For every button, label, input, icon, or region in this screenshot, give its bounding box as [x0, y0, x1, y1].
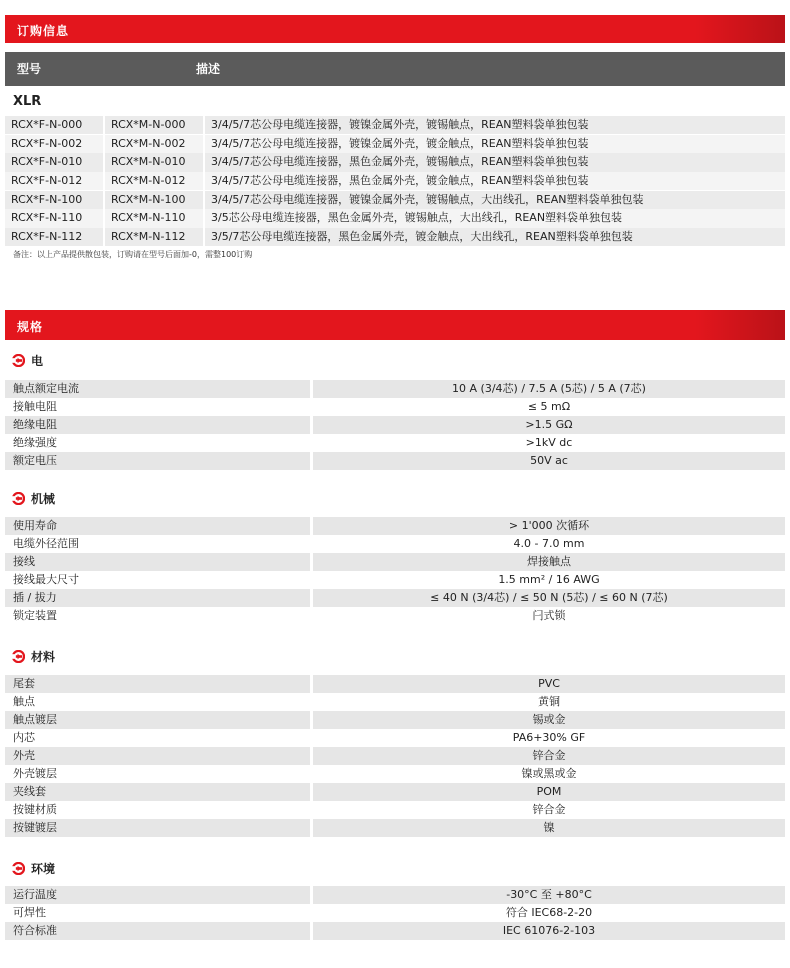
- spec-value: 锌合金: [313, 747, 785, 765]
- spec-group-title-text: 电: [31, 354, 44, 368]
- spec-row: [5, 607, 785, 625]
- spec-group-title-text: 机械: [31, 492, 56, 506]
- description-cell: 3/4/5/7芯公母电缆连接器，镀镍金属外壳，镀金触点，REAN塑料袋单独包装: [205, 135, 785, 153]
- spec-group-title-text: 环境: [31, 862, 56, 876]
- spec-value: ≤ 40 N (3/4芯) / ≤ 50 N (5芯) / ≤ 60 N (7芯): [313, 589, 785, 607]
- spec-label: 额定电压: [5, 452, 310, 470]
- female-model-cell: RCX*F-N-112: [5, 228, 103, 246]
- spec-row: [5, 765, 785, 783]
- spec-label: 外壳镀层: [5, 765, 310, 783]
- spec-row: [5, 747, 785, 765]
- spec-table: [5, 517, 785, 625]
- order-row: [5, 116, 785, 134]
- spec-table: [5, 675, 785, 837]
- spec-row: [5, 416, 785, 434]
- spec-section-header: [5, 310, 785, 340]
- spec-value: -30°C 至 +80°C: [313, 886, 785, 904]
- spec-row: [5, 711, 785, 729]
- circled-arrow-icon: [12, 354, 25, 367]
- spec-value: 焊接触点: [313, 553, 785, 571]
- order-row: [5, 228, 785, 246]
- model-column-header: 型号: [17, 62, 42, 76]
- order-row: [5, 135, 785, 153]
- spec-label: 绝缘电阻: [5, 416, 310, 434]
- order-section-title: 订购信息: [17, 24, 70, 38]
- series-title: XLR: [13, 94, 42, 109]
- male-model-cell: RCX*M-N-112: [105, 228, 203, 246]
- description-cell: 3/4/5/7芯公母电缆连接器，黑色金属外壳，镀锡触点，REAN塑料袋单独包装: [205, 153, 785, 171]
- spec-label: 接线: [5, 553, 310, 571]
- description-column-header: 描述: [196, 62, 221, 76]
- order-section-header: [5, 15, 785, 43]
- description-cell: 3/4/5/7芯公母电缆连接器，镀镍金属外壳，镀锡触点，大出线孔，REAN塑料袋单独包装: [205, 191, 785, 209]
- male-model-cell: RCX*M-N-000: [105, 116, 203, 134]
- spec-label: 触点镀层: [5, 711, 310, 729]
- male-model-cell: RCX*M-N-002: [105, 135, 203, 153]
- spec-row: [5, 535, 785, 553]
- male-model-cell: RCX*M-N-110: [105, 209, 203, 227]
- spec-value: > 1'000 次循环: [313, 517, 785, 535]
- spec-value: 镍或黑或金: [313, 765, 785, 783]
- spec-value: 符合 IEC68-2-20: [313, 904, 785, 922]
- female-model-cell: RCX*F-N-012: [5, 172, 103, 190]
- spec-row: [5, 571, 785, 589]
- spec-value: PVC: [313, 675, 785, 693]
- spec-row: [5, 452, 785, 470]
- female-model-cell: RCX*F-N-110: [5, 209, 103, 227]
- spec-row: [5, 783, 785, 801]
- female-model-cell: RCX*F-N-100: [5, 191, 103, 209]
- spec-row: [5, 589, 785, 607]
- spec-value: 镍: [313, 819, 785, 837]
- spec-label: 触点额定电流: [5, 380, 310, 398]
- male-model-cell: RCX*M-N-100: [105, 191, 203, 209]
- spec-value: POM: [313, 783, 785, 801]
- spec-label: 绝缘强度: [5, 434, 310, 452]
- order-row: [5, 172, 785, 190]
- spec-row: [5, 434, 785, 452]
- spec-label: 内芯: [5, 729, 310, 747]
- spec-value: 锌合金: [313, 801, 785, 819]
- spec-value: ≤ 5 mΩ: [313, 398, 785, 416]
- spec-row: [5, 398, 785, 416]
- order-table: [5, 116, 785, 247]
- spec-label: 夹线套: [5, 783, 310, 801]
- spec-value: 黄铜: [313, 693, 785, 711]
- spec-group-title: [12, 352, 43, 369]
- spec-row: [5, 553, 785, 571]
- spec-row: [5, 380, 785, 398]
- spec-label: 锁定装置: [5, 607, 310, 625]
- spec-label: 使用寿命: [5, 517, 310, 535]
- spec-label: 外壳: [5, 747, 310, 765]
- spec-row: [5, 729, 785, 747]
- spec-label: 接线最大尺寸: [5, 571, 310, 589]
- spec-row: [5, 801, 785, 819]
- description-cell: 3/5芯公母电缆连接器，黑色金属外壳，镀锡触点，大出线孔，REAN塑料袋单独包装: [205, 209, 785, 227]
- spec-row: [5, 675, 785, 693]
- spec-row: [5, 922, 785, 940]
- spec-label: 可焊性: [5, 904, 310, 922]
- circled-arrow-icon: [12, 862, 25, 875]
- spec-value: >1.5 GΩ: [313, 416, 785, 434]
- spec-label: 按键材质: [5, 801, 310, 819]
- circled-arrow-icon: [12, 650, 25, 663]
- order-row: [5, 191, 785, 209]
- description-cell: 3/4/5/7芯公母电缆连接器，黑色金属外壳，镀金触点，REAN塑料袋单独包装: [205, 172, 785, 190]
- order-table-header: [5, 52, 785, 86]
- male-model-cell: RCX*M-N-012: [105, 172, 203, 190]
- spec-label: 插 / 拔力: [5, 589, 310, 607]
- male-model-cell: RCX*M-N-010: [105, 153, 203, 171]
- spec-label: 接触电阻: [5, 398, 310, 416]
- spec-label: 符合标准: [5, 922, 310, 940]
- spec-value: 10 A (3/4芯) / 7.5 A (5芯) / 5 A (7芯): [313, 380, 785, 398]
- spec-label: 尾套: [5, 675, 310, 693]
- spec-row: [5, 517, 785, 535]
- spec-label: 按键镀层: [5, 819, 310, 837]
- spec-group-title: [12, 648, 55, 665]
- spec-group-title: [12, 490, 55, 507]
- spec-row: [5, 904, 785, 922]
- spec-value: PA6+30% GF: [313, 729, 785, 747]
- spec-row: [5, 819, 785, 837]
- order-row: [5, 153, 785, 171]
- spec-value: 50V ac: [313, 452, 785, 470]
- description-cell: 3/5/7芯公母电缆连接器，黑色金属外壳，镀金触点，大出线孔，REAN塑料袋单独包装: [205, 228, 785, 246]
- spec-value: IEC 61076-2-103: [313, 922, 785, 940]
- spec-section-title: 规格: [17, 320, 44, 334]
- spec-value: 4.0 - 7.0 mm: [313, 535, 785, 553]
- spec-value: >1kV dc: [313, 434, 785, 452]
- spec-row: [5, 693, 785, 711]
- spec-label: 触点: [5, 693, 310, 711]
- female-model-cell: RCX*F-N-002: [5, 135, 103, 153]
- spec-group-title: [12, 860, 55, 877]
- spec-row: [5, 886, 785, 904]
- spec-value: 1.5 mm² / 16 AWG: [313, 571, 785, 589]
- spec-table: [5, 886, 785, 940]
- order-note: 备注：以上产品提供散包装，订购请在型号后面加-0，需整100订购: [13, 250, 253, 259]
- order-row: [5, 209, 785, 227]
- female-model-cell: RCX*F-N-010: [5, 153, 103, 171]
- spec-value: 锡或金: [313, 711, 785, 729]
- description-cell: 3/4/5/7芯公母电缆连接器，镀镍金属外壳，镀锡触点，REAN塑料袋单独包装: [205, 116, 785, 134]
- spec-table: [5, 380, 785, 470]
- circled-arrow-icon: [12, 492, 25, 505]
- spec-label: 运行温度: [5, 886, 310, 904]
- spec-value: 闩式锁: [313, 607, 785, 625]
- spec-group-title-text: 材料: [31, 650, 56, 664]
- female-model-cell: RCX*F-N-000: [5, 116, 103, 134]
- spec-label: 电缆外径范围: [5, 535, 310, 553]
